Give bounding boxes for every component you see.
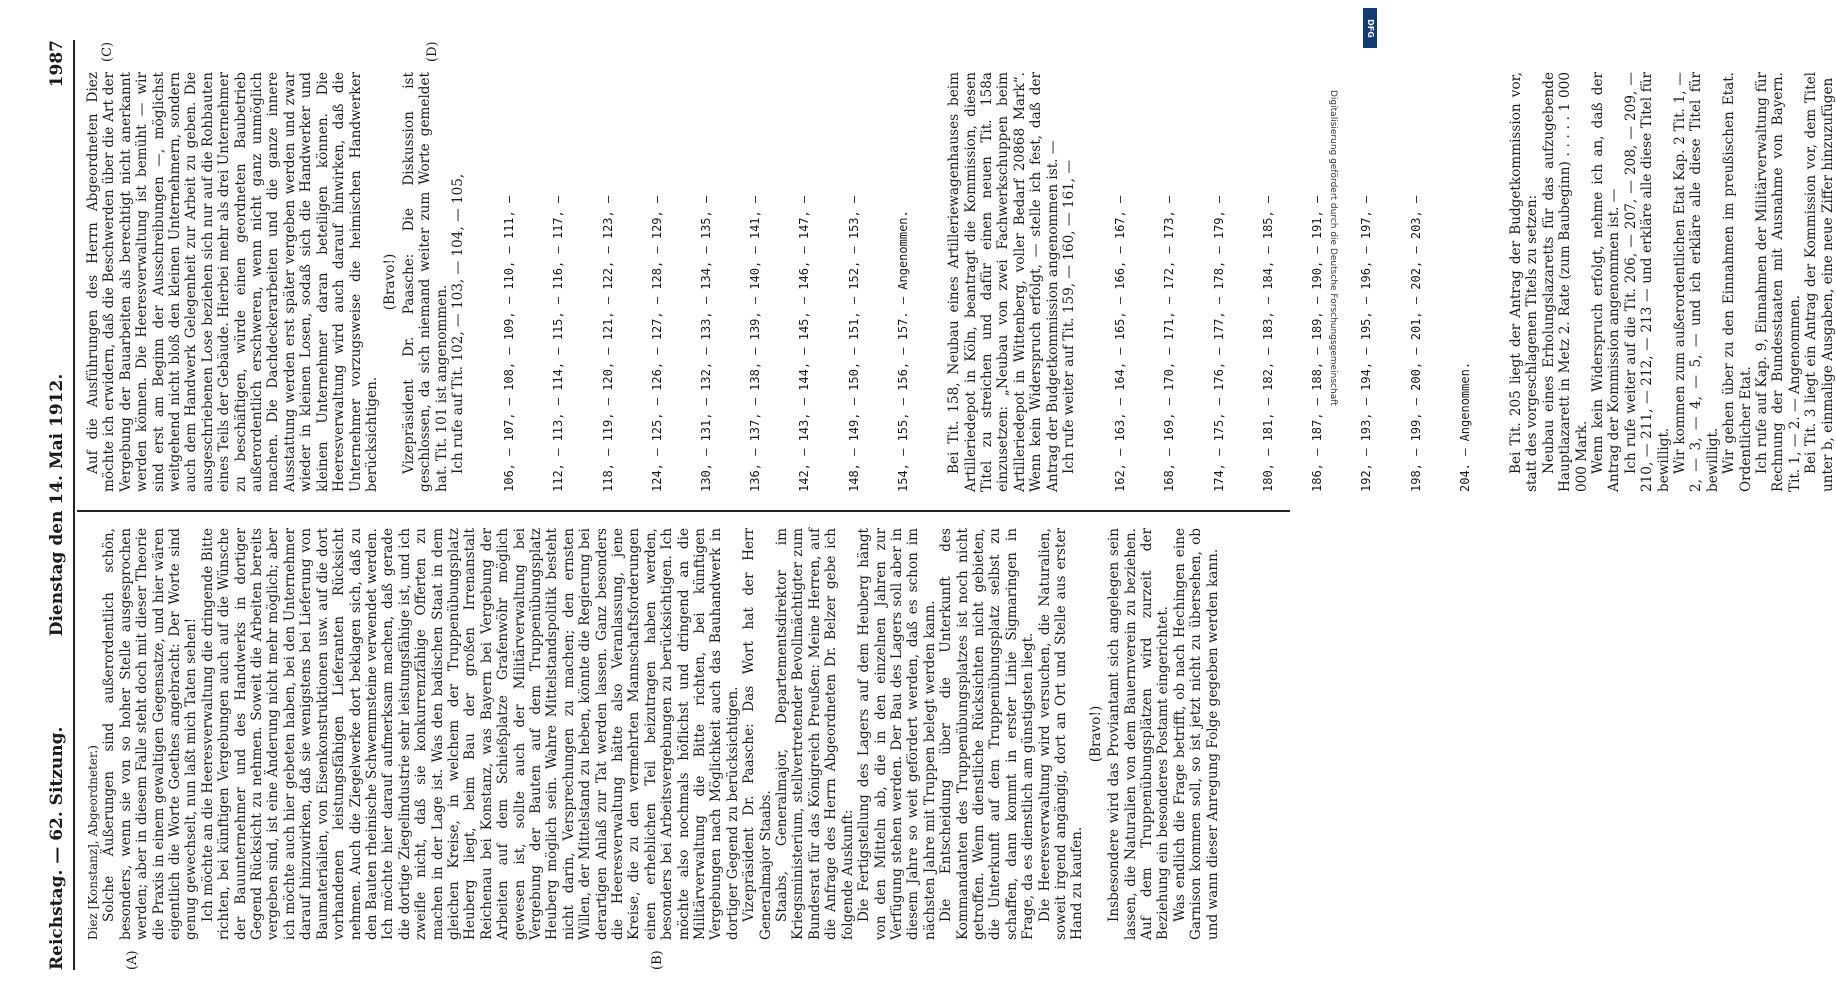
paragraph: Wenn kein Widerspruch erfolgt, nehme ich an, daß der Antrag der Kommission angenommen ist. — [1589,72,1623,492]
title-number-row: 106, — 107, — 108, — 109, — 110, — 111, — [502,195,517,492]
title-number-row: 124, — 125, — 126, — 127, — 128, — 129, — [649,195,664,492]
paragraph: Ich rufe auf Kap. 9, Einnahmen der Militärverwaltung für Rechnung der Bundesstaaten mit Ausnahme von Bayern. Tit. 1, — 2. — Angenommen. [1754,72,1803,492]
paragraph: Was endlich die Frage betrifft, ob nach Hechingen eine Garnison kommen soll, so ist jetzt nicht zu übersehen, ob und wann dieser Anregung Folge gegeben werden kann. [1171,528,1221,940]
left-column [85,528,1290,940]
title-number-row: 168, — 169, — 170, — 171, — 172, — 173, — [1162,195,1177,492]
title-number-row: 148, — 149, — 150, — 151, — 152, — 153, — [846,195,861,492]
title-number-row: 118, — 119, — 120, — 121, — 122, — 123, — [600,195,615,492]
title-number-row: 192, — 193, — 194, — 195, — 196, — 197, — [1359,195,1374,492]
paragraph: Die Heeresverwaltung wird versuchen, die Naturalien, soweit irgend angängig, dort an Ort und Stelle aus erster Hand zu kaufen. [1036,528,1086,940]
paragraph: Die Fertigstellung des Lagers auf dem Heuberg hängt von den Mitteln ab, die in den einzelnen Jahren zur Verfügung stehen werden. Der Bau des Lagers soll aber in diesem Jahre so weit gefördert werden, daß es schon im nächsten Jahre mit Truppen belegt werden kann. [856,528,938,940]
title-number-row: 154, — 155, — 156, — 157. — Angenommen. [895,210,910,492]
paragraph: Ich rufe auf Tit. 102, — 103, — 104, — 105, [449,173,466,474]
paragraph: Ich rufe weiter auf die Tit. 206, — 207, — 208, — 209, — 210, — 211, — 212, — 213 — und erkläre alle diese Titel für bewilligt. [1622,72,1672,492]
title-number-list [1079,72,1506,492]
paragraph: Wir gehen über zu den Einnahmen im preußischen Etat. Ordentlicher Etat. [1721,72,1754,492]
paragraph: Vizepräsident Dr. Paasche: Das Wort hat der Herr Generalmajor Staabs. [741,528,774,940]
paragraph: Wir kommen zum außerordentlichen Etat Kap. 2 Tit. 1, — 2, — 3, — 4, — 5, — und ich erkläre alle diese Titel für bewilligt. [1672,72,1721,492]
paragraph: Die Entscheidung über die Unterkunft des Kommandanten des Truppenübungsplatzes ist noch nicht getroffen. Wenn dienstliche Rücksichten nicht gebieten, die Unterkunft auf dem Truppenübungsplatz selbst zu schaffen, dann kommt in erster Linie Sigmaringen in Frage, da es dienstlich am günstigsten liegt. [938,528,1037,940]
title-number-row: 180, — 181, — 182, — 183, — 184, — 185, — [1260,195,1275,492]
title-number-row: 130, — 131, — 132, — 133, — 134, — 135, — [699,195,714,492]
applause-note: (Bravo!) [1087,705,1104,763]
dfg-logo: DFG [1363,8,1377,48]
margin-letter-b: (B) [650,950,665,970]
paragraph: Auf die Ausführungen des Herrn Abgeordneten Diez möchte ich erwidern, daß die Beschwerden über die Art der Vergebung der Bauarbeiten als berechtigt nicht anerkannt werden können. Die Heeresverwaltung ist bemüht — wir sind erst am Beginn der Ausschreibungen —, möglichst weitgehend nicht bloß den kleinen Unternehmern, sondern auch dem Handwerk Gelegenheit zur Arbeit zu geben. Die ausgeschriebenen Lose beziehen sich nur auf die Rohbauten eines Teils der Gebäude. Hierbei mehr als drei Unternehmer zu beschäftigen, würde einen geordneten Baubetrieb außerordentlich erschweren, wenn nicht ganz unmöglich machen. Die Dachdeckerarbeiten und die ganze innere Ausstattung werden erst später vergeben werden und zwar wieder in kleinen Losen, sodaß sich die Handwerker und kleinen Unternehmer daran beteiligen können. Die Heeresverwaltung wird auch darauf hinwirken, daß die Unternehmer vorzugsweise die heimischen Handwerker berücksichtigen. [85,72,380,492]
paragraph: Bei Tit. 205 liegt der Antrag der Budgetkommission vor, statt des vorgeschlagenen Titels zu setzen: [1507,72,1541,492]
title-number-row: 136, — 137, — 138, — 139, — 140, — 141, — [748,195,763,492]
title-number-list [468,72,944,492]
title-number-row: 198, — 199, — 200, — 201, — 202, — 203, — [1408,195,1423,492]
header-session: Reichstag. — 62. Sitzung. [47,726,67,970]
margin-letter-a: (A) [125,950,140,970]
paragraph: Bei Tit. 3 liegt ein Antrag der Kommission vor, dem Titel unter b, einmalige Ausgaben, eine neue Ziffer hinzuzufügen [1803,72,1836,492]
paragraph: Ich rufe weiter auf Tit. 159, — 160, — 161, — [1060,160,1077,474]
header-date: Dienstag den 14. Mai 1912. [47,373,67,637]
page-number: 1987 [47,40,67,88]
paragraph: Insbesondere wird das Proviantamt sich angelegen sein lassen, die Naturalien von dem Bauernverein zu beziehen. Auf dem Truppenübungsplätzen wird zurzeit der Beziehung ein besonderes Postamt eingerichtet. [1106,528,1172,940]
page-header [45,40,75,970]
margin-letter-c: (C) [100,41,115,62]
title-number-row: 112, — 113, — 114, — 115, — 116, — 117, — [551,195,566,492]
applause-note: (Bravo!) [382,253,399,311]
digitization-credit: Digitalisierung gefördert durch die Deutsche Forschungsgemeinschaft [1328,90,1338,406]
margin-letter-d: (D) [425,41,440,62]
title-number-row: 174, — 175, — 176, — 177, — 178, — 179, — [1211,195,1226,492]
paragraph: Vizepräsident Dr. Paasche: Die Diskussion ist geschlossen, da sich niemand weiter zum Worte gemeldet hat. Tit. 101 ist angenommen. [400,72,450,492]
paragraph: Ich möchte an die Heeresverwaltung die dringende Bitte richten, bei künftigen Vergebungen auch auf die Wünsche der Bauunternehmer und des Handwerks in dortiger Gegend Rücksicht zu nehmen. Soweit die Arbeiten bereits vergeben sind, ist eine Änderung nicht mehr möglich; aber ich möchte auch hier gebeten haben, bei den Unternehmer darauf hinzuwirken, daß sie wenigstens bei Lieferung von Baumaterialien, von Eisenkonstruktionen usw. auf die dort vorhandenen leistungsfähigen Lieferanten Rücksicht nehmen. Auch die Ziegelwerke dort beklagen sich, daß zu den Bauten rheinische Schwemmsteine verwendet werden. Ich möchte hier darauf aufmerksam machen, daß gerade die dortige Ziegelindustrie sehr leistungsfähige ist, und ich zweifle nicht, daß sie konkurrenzfähige Offerten zu machen in der Lage ist. Was den badischen Staat in dem gleichen Kreise, in welchem der Truppenübungsplatz Heuberg liegt, beim Bau der großen Irrenanstalt Reichenau bei Konstanz, was Bayern bei Vergebung der Arbeiten auf dem Schießplatze Grafenwöhr möglich gewesen ist, sollte auch der Militärverwaltung bei Vergebung der Bauten auf dem Truppenübungsplatz Heuberg möglich sein. Wahre Mittelstandspolitik besteht nicht darin, Versprechungen zu machen; den ernsten Willen, der Mittelstand zu heben, könnte die Regierung bei derartigen Anlaß zur Tat werden lassen. Ganz besonders die Heeresverwaltung hätte also Veranlassung, jene Kreise, die zu den vermehrten Mannschaftsforderungen einen erheblichen Teil beizutragen haben werden, besonders bei Arbeitsvergebungen zu berücksichtigen. Ich möchte also nochmals höflichst und dringend an die Militärverwaltung die Bitte richten, bei künftigen Vergebungen nach Möglichkeit auch das Bauhandwerk in dortiger Gegend zu berücksichtigen. [199,528,741,940]
column-divider [77,510,1290,512]
title-number-row: 162, — 163, — 164, — 165, — 166, — 167, — [1113,195,1128,492]
speaker-continuation: Diez [Konstanz], Abgeordneter.) [86,745,100,940]
paragraph: Solche Äußerungen sind außerordentlich schön, besonders, wenn sie von so hoher Stelle ausgesprochen werden; aber in diesem Falle steht doch mit dieser Theorie die Praxis in einem gewaltigen Gegensatze, und hier wären eigentlich die Worte Goethes angebracht: Der Worte sind genug gewechselt, nun laßt mich Taten sehen! [101,528,200,940]
title-number-row: 186, — 187, — 188, — 189, — 190, — 191, — [1310,195,1325,492]
paragraph: Staabs, Generalmajor, Departementsdirektor im Kriegsministerium, stellvertretender Bevollmächtigter zum Bundesrat für das Königreich Preußen: Meine Herren, auf die Anfrage des Herrn Abgeordneten Dr. Belzer gebe ich folgende Auskunft: [774,528,856,940]
title-number-row: 204. — Angenommen. [1457,361,1472,492]
title-number-row: 142, — 143, — 144, — 145, — 146, — 147, — [797,195,812,492]
paragraph: Bei Tit. 158, Neubau eines Artilleriewagenhauses beim Artilleriedepot in Köln, beantragt die Kommission, diesen Titel zu streichen und dafür einen neuen Tit. 158a einzusetzen: „Neubau von zwei Fachwerkschuppen beim Artilleriedepot in Wittenberg, voller Bedarf 20868 Mark“. Wenn kein Widerspruch erfolgt, — stelle ich fest, daß der Antrag der Budgetkommission angenommen ist. — [946,72,1061,492]
paragraph: Neubau eines Erholungslazaretts für das aufzugebende Hauptlazarett in Metz 2. Rate (zum Baubeginn) . . . . . 1 000 000 Mark. [1540,72,1590,492]
